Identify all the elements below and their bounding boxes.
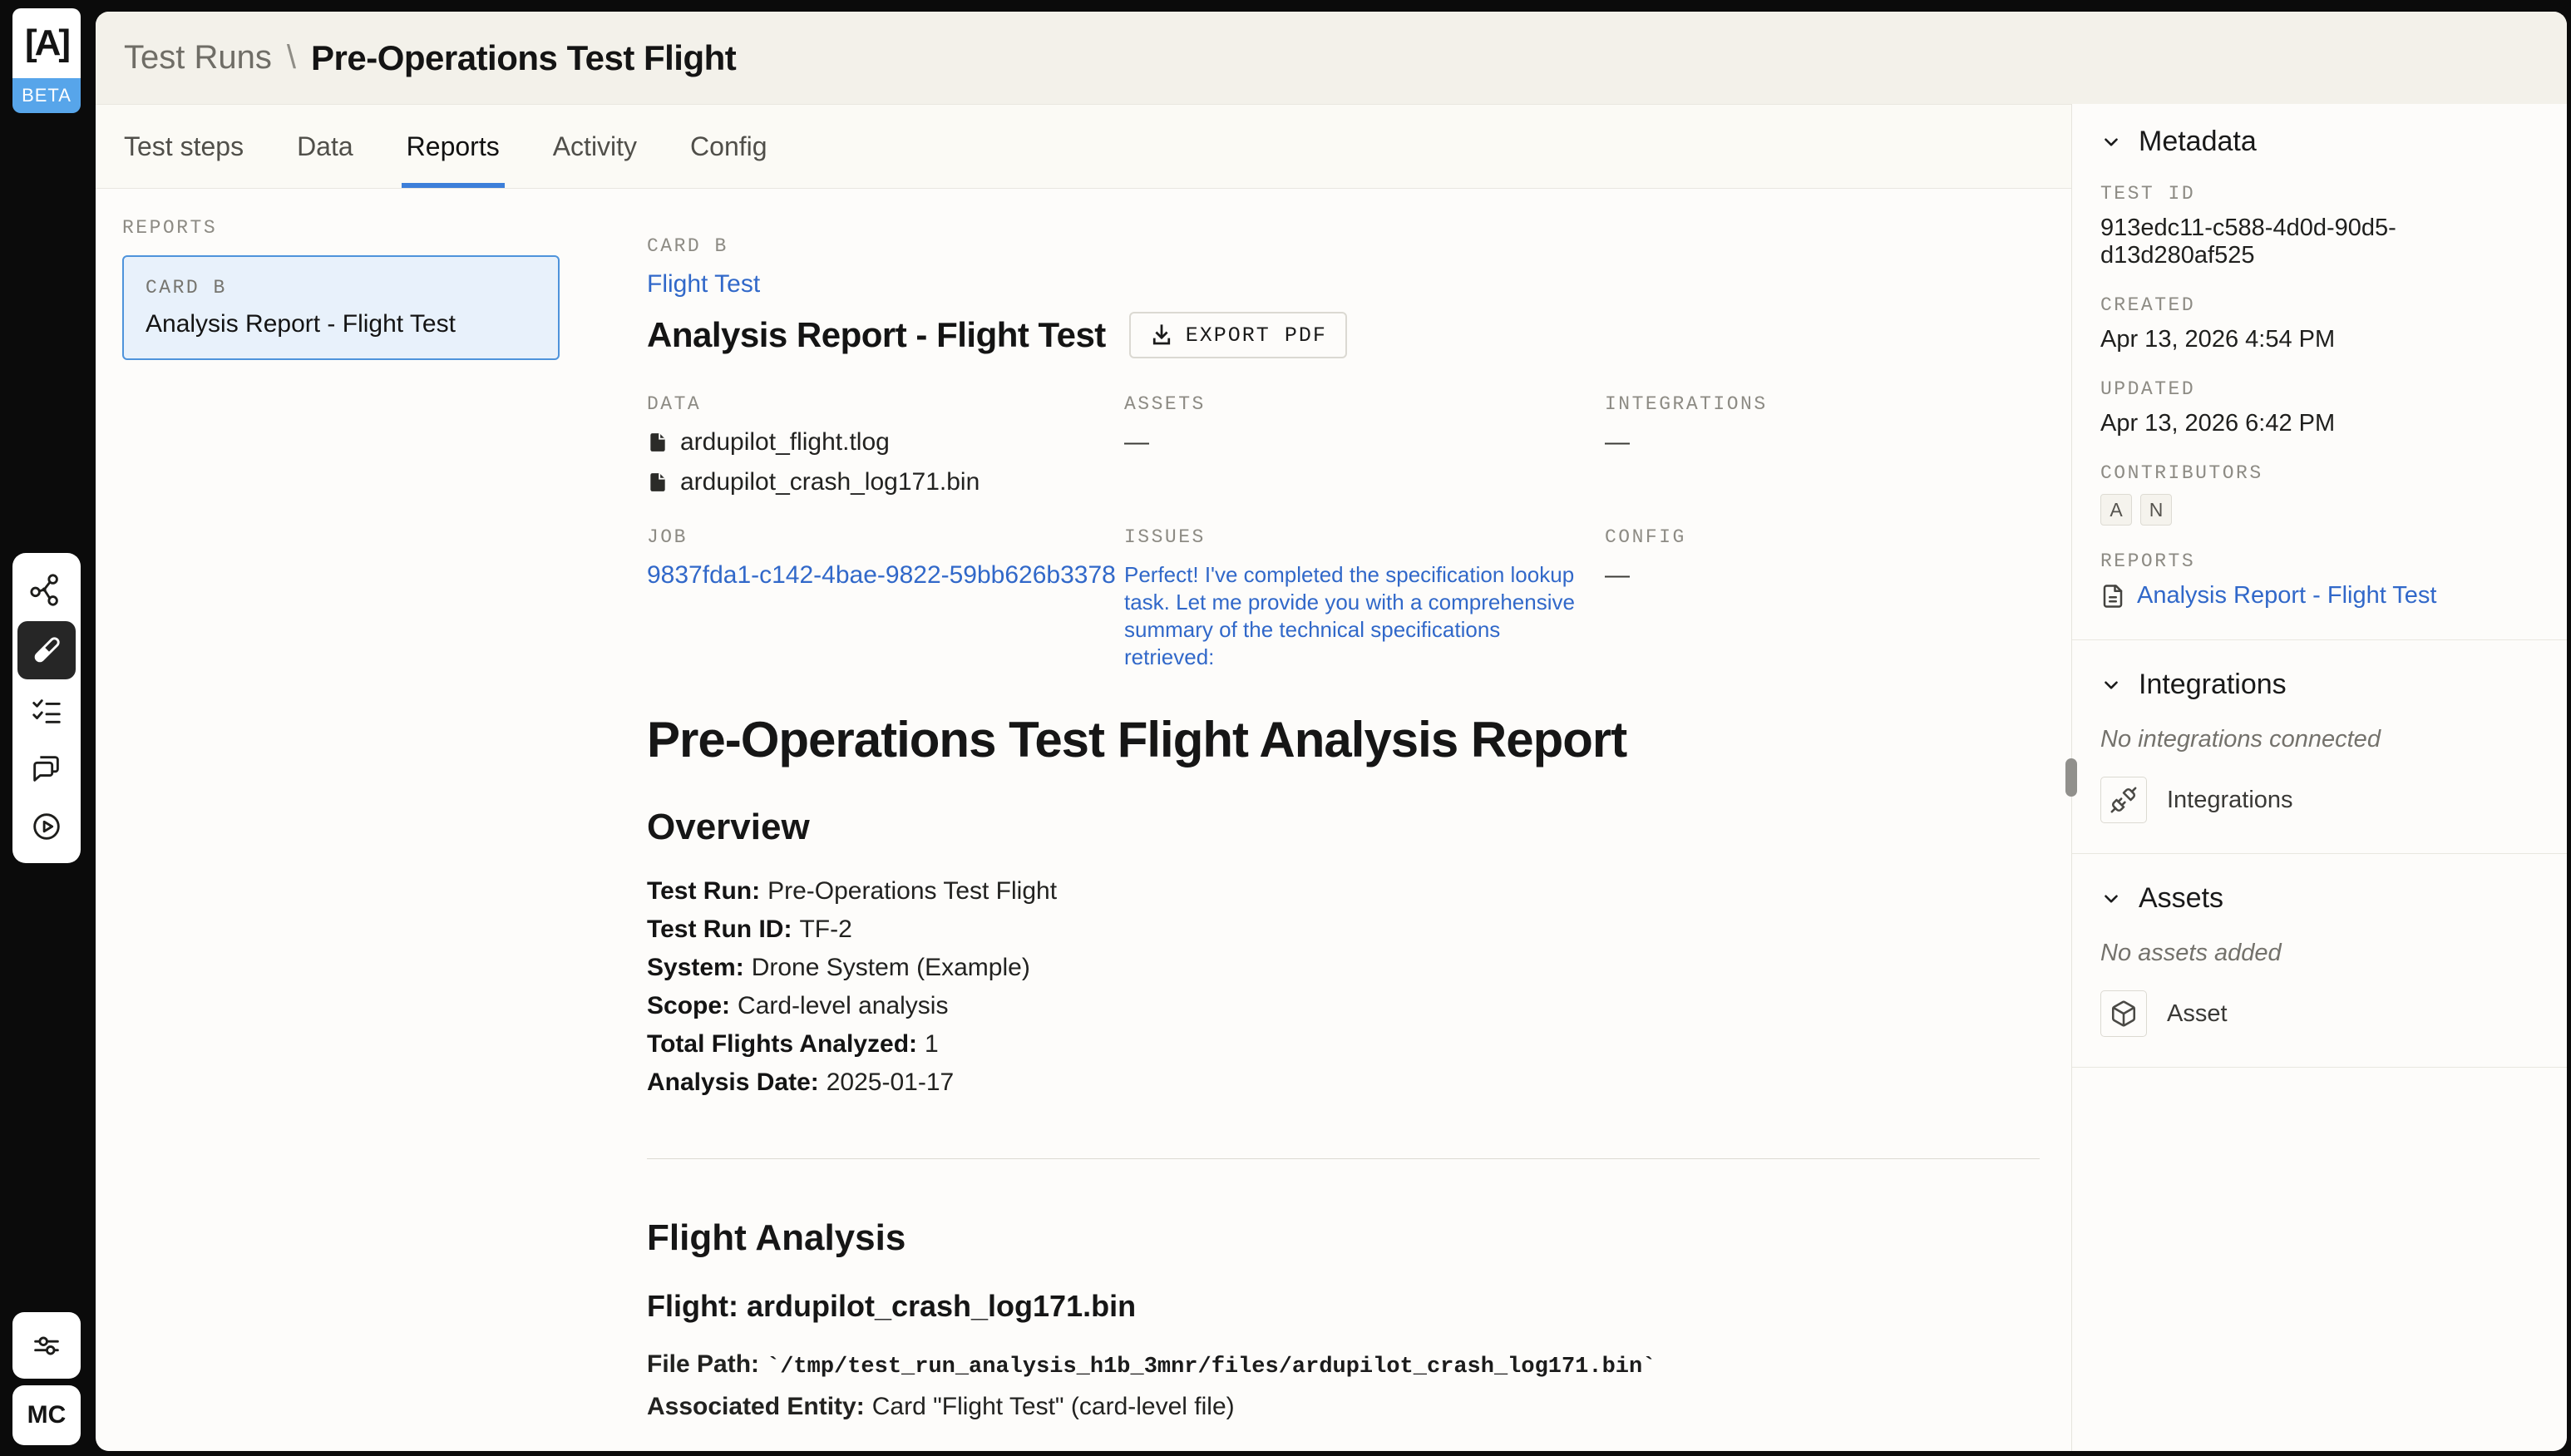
flight-heading: Flight: ardupilot_crash_log171.bin (647, 1289, 1137, 1323)
report-view (647, 189, 2071, 1451)
job-link[interactable]: 9837fda1-c142-4bae-9822-59bb626b3378 (647, 561, 1116, 589)
integrations-section (2100, 669, 2537, 823)
report-title: Analysis Report - Flight Test (647, 315, 1106, 354)
breadcrumb-separator: \ (286, 39, 296, 76)
download-icon (1149, 323, 1174, 348)
test-tube-icon[interactable] (17, 621, 76, 679)
meta-issues-cell: ISSUES Perfect! I've completed the specification lookup task. Let me provide you with a comprehensive summary of the technical specifications retrieved: (1124, 526, 1605, 671)
tab-config[interactable]: Config (690, 131, 767, 161)
breadcrumb (96, 12, 2567, 104)
flight-analysis-heading: Flight Analysis (647, 1217, 906, 1258)
updated-value: Apr 13, 2026 6:42 PM (2100, 410, 2336, 437)
assets-empty-text: No assets added (2100, 940, 2282, 966)
data-file-item[interactable]: ardupilot_crash_log171.bin (647, 468, 1124, 496)
avatar[interactable]: MC (12, 1385, 81, 1445)
file-icon (647, 470, 669, 495)
report-kicker: CARD B (647, 235, 728, 257)
app-window (96, 12, 2567, 1451)
tab-test-steps[interactable]: Test steps (124, 131, 244, 161)
issues-link[interactable]: Perfect! I've completed the specification lookup task. Let me provide you with a comprehensive summary of the technical specifications retrieved: (1124, 562, 1575, 669)
meta-data-cell: DATA ardupilot_flight.tlog ardupilot_crash_log171.bin (647, 393, 1124, 496)
section-divider (647, 1158, 2040, 1159)
meta-config-cell: CONFIG — (1605, 526, 1686, 589)
beta-badge: BETA (12, 78, 81, 113)
test-id-value: 913edc11-c588-4d0d-90d5-d13d280af525 (2100, 215, 2396, 269)
logo-icon: [A] (12, 8, 81, 78)
cube-icon (2100, 990, 2147, 1037)
overview-fields: Test Run: Pre-Operations Test Flight Test Run ID: TF-2 System: Drone System (Example) Scope: Card-level analysis Total Flights Analyzed: 1 Analysis Date: 2025-01-17 (647, 877, 1058, 1096)
page-title: Pre-Operations Test Flight (310, 37, 737, 77)
report-card-title: Analysis Report - Flight Test (146, 310, 456, 338)
report-meta-grid (647, 393, 2040, 671)
contributor-avatar[interactable]: N (2140, 494, 2172, 526)
tab-data[interactable]: Data (297, 131, 353, 161)
tab-activity[interactable]: Activity (552, 131, 638, 161)
scrollbar-thumb[interactable] (2065, 758, 2077, 797)
report-card-selected[interactable] (122, 255, 560, 360)
card-parent-link[interactable]: Flight Test (647, 270, 761, 298)
file-icon (647, 430, 669, 455)
sidebar-divider (2072, 853, 2567, 854)
sidebar-report-link[interactable]: Analysis Report - Flight Test (2100, 582, 2537, 610)
sidebar-divider (2072, 639, 2567, 640)
integrations-empty-text: No integrations connected (2100, 726, 2381, 753)
integrations-section-header[interactable]: Integrations (2100, 669, 2537, 701)
metadata-section-header[interactable]: Metadata (2100, 126, 2537, 158)
meta-integrations-cell: INTEGRATIONS — (1605, 393, 1768, 456)
assets-section-header[interactable]: Assets (2100, 882, 2537, 915)
document-title: Pre-Operations Test Flight Analysis Report (647, 712, 1627, 767)
created-value: Apr 13, 2026 4:54 PM (2100, 326, 2336, 353)
sliders-icon[interactable] (12, 1312, 81, 1379)
breadcrumb-parent-link[interactable]: Test Runs (124, 39, 272, 76)
overview-heading: Overview (647, 807, 810, 847)
left-rail (0, 0, 96, 1456)
chat-icon[interactable] (17, 742, 76, 795)
associated-entity-line: Associated Entity: Card "Flight Test" (card-level file) (647, 1393, 1235, 1420)
details-sidebar: Metadata TEST ID 913edc11-c588-4d0d-90d5-d13d280af525 CREATED Apr 13, 2026 4:54 PM UPDATED Apr 13, 2026 6:42 PM CONTRIBUTORS A N REPORTS Analysis Report - Flight Test Integrations No integrations connected Integrations Assets No assets added Asset (2071, 104, 2567, 1451)
report-card-kicker: CARD B (146, 277, 227, 299)
app-logo[interactable] (12, 8, 81, 113)
add-asset-button[interactable]: Asset (2100, 990, 2537, 1037)
workflow-icon[interactable] (17, 563, 76, 616)
file-path-line: File Path: `/tmp/test_run_analysis_h1b_3mnr/files/ardupilot_crash_log171.bin` (647, 1350, 1656, 1379)
play-circle-icon[interactable] (17, 800, 76, 853)
contributor-avatar[interactable]: A (2100, 494, 2132, 526)
chevron-down-icon (2100, 888, 2122, 910)
unplug-icon (2100, 777, 2147, 823)
meta-assets-cell: ASSETS — (1124, 393, 1206, 456)
data-file-item[interactable]: ardupilot_flight.tlog (647, 428, 1124, 457)
meta-job-cell: JOB 9837fda1-c142-4bae-9822-59bb626b3378 (647, 526, 1116, 589)
reports-panel-label: REPORTS (122, 217, 218, 239)
tab-reports[interactable]: Reports (407, 105, 500, 188)
document-icon (2100, 583, 2125, 610)
chevron-down-icon (2100, 674, 2122, 696)
add-integration-button[interactable]: Integrations (2100, 777, 2537, 823)
sidebar-divider (2072, 1067, 2567, 1068)
tab-bar (96, 104, 2071, 189)
chevron-down-icon (2100, 131, 2122, 153)
reports-panel (96, 189, 647, 1451)
checklist-icon[interactable] (17, 684, 76, 738)
assets-section (2100, 882, 2537, 1037)
export-pdf-button[interactable]: EXPORT PDF (1129, 312, 1347, 358)
contributor-chips (2100, 494, 2537, 526)
rail-nav (12, 553, 81, 863)
